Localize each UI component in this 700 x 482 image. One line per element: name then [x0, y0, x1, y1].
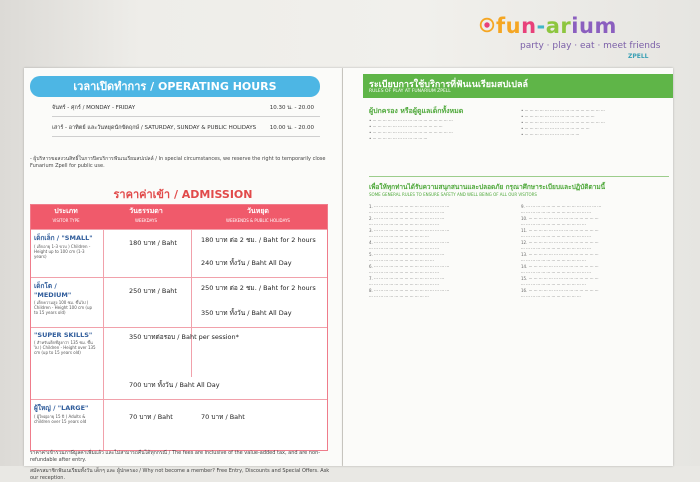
logo-sub: ZPELL [628, 53, 649, 60]
rules-subtitle: RULES OF PLAY AT FUNARIUM ZPELL [369, 89, 451, 94]
header-weekends: วันหยุด WEEKENDS & PUBLIC HOLIDAYS [226, 207, 290, 223]
admission-row [31, 277, 327, 328]
visitor-type: เด็กเล็ก / "SMALL" ( เด็กอายุ 1-3 ขวบ ) Children - Height up to 100 cm (1-3 years) [34, 234, 93, 259]
weekday-price: 70 บาท / Baht [129, 413, 173, 421]
visitor-type: "SUPER SKILLS" ( สำหรับเด็กที่สูงกว่า 135 ซม. ขึ้นไป ) Children - Height over 135 cm (up to 15 years old) [34, 331, 96, 355]
logo-tagline: party · play · eat · meet friends [520, 41, 661, 51]
parents-heading: ผู้ปกครอง หรือผู้ดูแลเด็กทั้งหมด [369, 107, 464, 115]
general-rules-col-1: 1. ··· ··· ··· ··· ··· ··· ··· ··· ··· ··· ··· ··· ··· ··· ··· ··· ··· ··· ··· ··· ··· ··· ··· ··· ··· ··· ··· ··· ··· ··· 2. ··· ··· ··· ··· ··· ··· ··· ··· ··· ··· ··· ··· ··· ··· ··· ··· ··· ··· ··· ··· ··· ··· ··· ··· ··· ··· ··· ··· 3. ··· ··· ··· ··· ··· ··· ··· ··· ··· ··· ··· ··· ··· ··· ··· ··· ··· ··· ··· ··· ··· ··· ··· ··· ··· ··· ··· 4. ··· ··· ··· ··· ··· ··· ··· ··· ··· ··· ··· ··· ··· ··· ··· ··· ··· ··· ··· ··· ··· ··· ··· ··· ··· ··· ··· ··· ··· 5. ··· ··· ··· ··· ··· ··· ··· ··· ··· ··· ··· ··· ··· ··· ··· ··· ··· ··· ··· ··· ··· ··· ··· ··· ··· ··· ··· 6. ··· ··· ··· ··· ··· ··· ··· ··· ··· ··· ··· ··· ··· ··· ··· ··· ··· ··· ··· ··· ··· ··· ··· ··· ··· ··· ··· ··· ··· 7. ··· ··· ··· ··· ··· ··· ··· ··· ··· ··· ··· ··· ··· ··· ··· ··· ··· ··· ··· ··· ··· ··· ··· ··· ··· ··· ··· ··· 8. ··· ··· ··· ··· ··· ··· ··· ··· ··· ··· ··· ··· ··· ··· ··· ··· ··· ··· ··· ··· ··· ··· ··· ··· ··· ··· ··· [369, 204, 450, 299]
admission-title: ราคาค่าเข้า / ADMISSION [113, 188, 253, 201]
admission-footnote: ราคาค่าเข้ารวมภาษีมูลค่าเพิ่มแล้ว และไม่สามารถคืนได้ทุกกรณี / The fees are inclusive of the value-added tax, and are non-refundable after entry. [30, 450, 321, 463]
hours-admission-poster [24, 68, 343, 481]
admission-header [31, 205, 327, 229]
visitor-type: เด็กโต / "MEDIUM" ( เด็กความสูง 100 ซม. ขึ้นไป ) Children - Height 100 cm (up to 15 years old) [34, 282, 93, 315]
membership-note: สมัครสมาชิกฟันเนเรียมทั้งวัน เด็กๆ และ ผู้ปกครอง / Why not become a member? Free Entry, Discounts and Special Offers. Ask our reception. [30, 468, 330, 481]
admission-table [30, 204, 328, 451]
hours-title: เวลาเปิดทำการ / OPERATING HOURS [30, 76, 320, 97]
divider [369, 176, 669, 177]
visitor-type: ผู้ใหญ่ / "LARGE" ( ผู้ใหญ่อายุ 15 ปี ) Adults & children over 15 years old [34, 404, 89, 424]
general-rules-col-2: 9. ··· ··· ··· ··· ··· ··· ··· ··· ··· ··· ··· ··· ··· ··· ··· ··· ··· ··· ··· ··· ··· ··· ··· ··· ··· ··· ··· ··· ··· 10. ··· ··· ··· ··· ··· ··· ··· ··· ··· ··· ··· ··· ··· ··· ··· ··· ··· ··· ··· ··· ··· ··· ··· ··· ··· ··· ··· 11. ··· ··· ··· ··· ··· ··· ··· ··· ··· ··· ··· ··· ··· ··· ··· ··· ··· ··· ··· ··· ··· ··· ··· ··· ··· ··· ··· ··· 12. ··· ··· ··· ··· ··· ··· ··· ··· ··· ··· ··· ··· ··· ··· ··· ··· ··· ··· ··· ··· ··· ··· ··· ··· ··· ··· ··· ··· 13. ··· ··· ··· ··· ··· ··· ··· ··· ··· ··· ··· ··· ··· ··· ··· ··· ··· ··· ··· ··· ··· ··· ··· ··· ··· ··· ··· 14. ··· ··· ··· ··· ··· ··· ··· ··· ··· ··· ··· ··· ··· ··· ··· ··· ··· ··· ··· ··· ··· ··· ··· ··· ··· ··· ··· ··· 15. ··· ··· ··· ··· ··· ··· ··· ··· ··· ··· ··· ··· ··· ··· ··· ··· ··· ··· ··· ··· ··· ··· ··· ··· ··· ··· ··· 16. ··· ··· ··· ··· ··· ··· ··· ··· ··· ··· ··· ··· ··· ··· ··· ··· ··· ··· ··· ··· ··· ··· ··· ··· ··· ··· [521, 204, 602, 299]
hours-row [52, 104, 320, 117]
header-visitor-type: ประเภท VISITOR TYPE [52, 207, 80, 223]
admission-row [31, 229, 327, 278]
swirl-icon [478, 16, 496, 34]
rules-title: ระเบียบการใช้บริการที่ฟันเนเรียมสปเปลล์ [369, 80, 528, 90]
admission-row [31, 399, 327, 450]
header-weekdays: วันธรรมดา WEEKDAYS [129, 207, 163, 223]
parents-rules-text: • ··· ··· ··· ··· ··· ··· ··· ··· ··· ··· ··· ··· ··· ··· ··· ··· • ··· ··· ··· ··· ··· ··· ··· ··· ··· ··· ··· ··· ··· ··· • ··· ··· ··· ··· ··· ··· ··· ··· ··· ··· ··· ··· ··· ··· ··· ··· • ··· ··· ··· ··· ··· ··· ··· ··· ··· ··· ··· [369, 118, 453, 141]
hours-time: 10.00 น. - 20.00 [269, 125, 314, 131]
weekday-price: 180 บาท / Baht [129, 239, 177, 247]
weekend-price: 250 บาท ต่อ 2 ชม. / Baht for 2 hours [201, 284, 316, 292]
super-skills-price: 350 บาทต่อรอบ / Baht per session* [129, 333, 239, 341]
admission-row [31, 327, 327, 400]
general-rules-heading: เพื่อให้ทุกท่านได้รับความสนุกสนานและปลอดภัย กรุณาศึกษาระเบียบและปฏิบัติตามนี้ [369, 183, 606, 191]
general-rules-heading-en: SOME GENERAL RULES TO ENSURE SAFETY AND WELL BEING OF ALL OUR VISITORS [369, 192, 537, 197]
rules-title-bar [363, 74, 673, 98]
hours-note: - ผู้บริหารขอสงวนสิทธิ์ในการปิดบริการฟันเนเรียมสปเปลล์ / In special circumstances, we reserve the right to temporarily close Funarium Zpell for public use. [30, 156, 326, 169]
parents-rules-text-2: • ··· ··· ··· ··· ··· ··· ··· ··· ··· ··· ··· ··· ··· ··· ··· ··· • ··· ··· ··· ··· ··· ··· ··· ··· ··· ··· ··· ··· ··· ··· • ··· ··· ··· ··· ··· ··· ··· ··· ··· ··· ··· ··· ··· ··· ··· ··· • ··· ··· ··· ··· ··· ··· ··· ··· ··· ··· ··· ··· ··· • ··· ··· ··· ··· ··· ··· ··· ··· ··· ··· ··· [521, 108, 605, 137]
super-skills-allday: 700 บาท ทั้งวัน / Baht All Day [129, 381, 220, 389]
funarium-logo [478, 14, 683, 66]
hours-day: จันทร์ - ศุกร์ / MONDAY - FRIDAY [52, 105, 136, 111]
rules-poster [343, 68, 673, 466]
hours-row [52, 124, 320, 137]
weekend-price: 70 บาท / Baht [201, 413, 245, 421]
hours-time: 10.30 น. - 20.00 [269, 105, 314, 111]
weekend-price: 180 บาท ต่อ 2 ชม. / Baht for 2 hours [201, 236, 316, 244]
logo-wordmark: fun-arium [496, 14, 617, 38]
hours-day: เสาร์ - อาทิตย์ และวันหยุดนักขัตฤกษ์ / SATURDAY, SUNDAY & PUBLIC HOLIDAYS [52, 125, 257, 131]
weekday-price: 250 บาท / Baht [129, 287, 177, 295]
weekend-price: 350 บาท ทั้งวัน / Baht All Day [201, 309, 292, 317]
weekend-price: 240 บาท ทั้งวัน / Baht All Day [201, 259, 292, 267]
